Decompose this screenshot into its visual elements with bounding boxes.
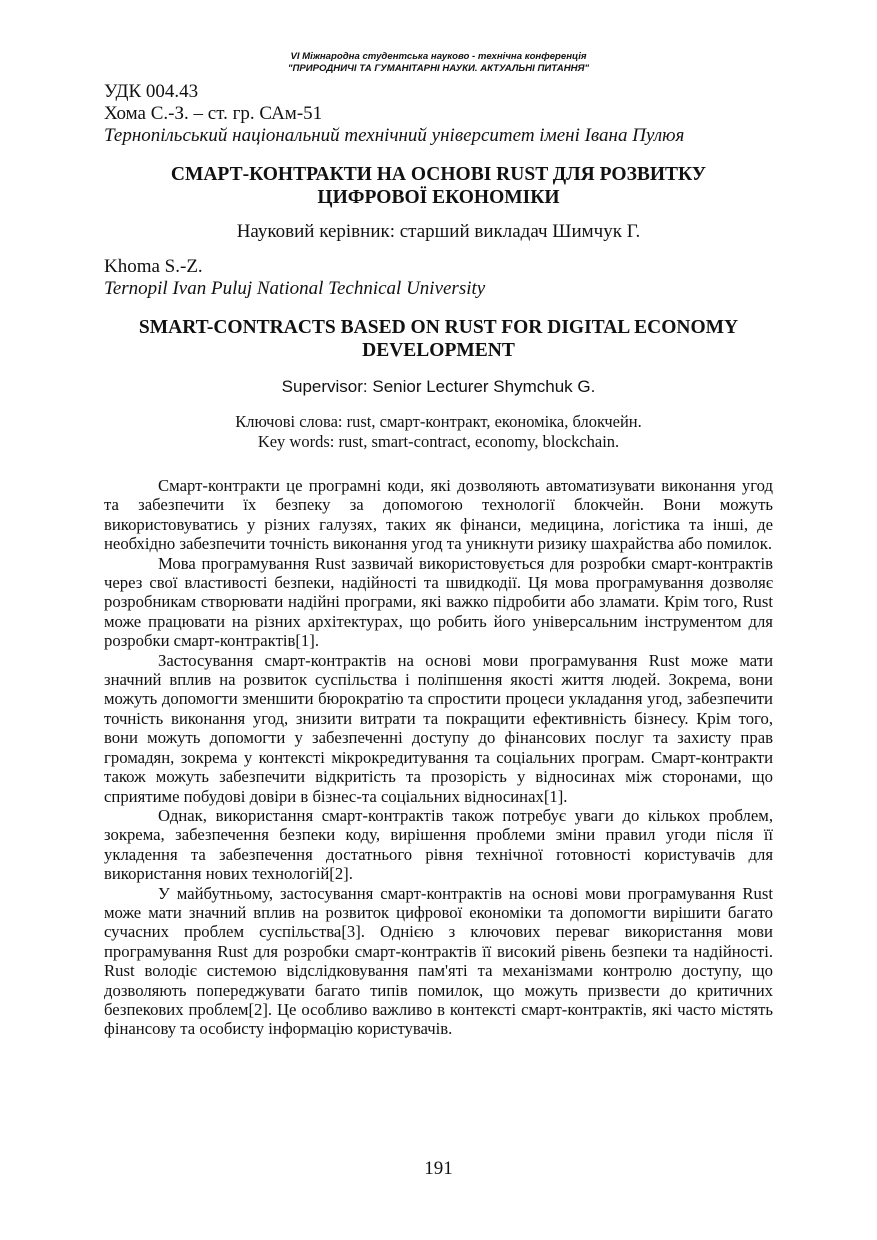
affiliation-en: Ternopil Ivan Puluj National Technical University bbox=[104, 278, 486, 299]
title-en-line-1: SMART-CONTRACTS BASED ON RUST FOR DIGITAL ECONOMY bbox=[138, 317, 739, 338]
affiliation-ua: Тернопільський національний технічний університет імені Івана Пулюя bbox=[104, 125, 685, 146]
author-en: Khoma S.-Z. bbox=[104, 256, 203, 277]
author-ua: Хома С.-З. – ст. гр. САм-51 bbox=[104, 103, 323, 124]
title-ua-line-2: ЦИФРОВОЇ ЕКОНОМІКИ bbox=[317, 187, 560, 208]
paragraph-1: Смарт-контракти це програмні коди, які дозволяють автоматизувати виконання угод та забезпечити їх безпеку за допомогою технології блокчейн. Вони можуть використовуватись у різних галузях, таких як фінанси, медицина, логістика та інші, де необхідно забезпечити точність виконання угод та уникнути ризику шахрайства або помилок. bbox=[104, 476, 773, 554]
title-ua bbox=[104, 163, 773, 209]
conference-line-2: "ПРИРОДНИЧІ ТА ГУМАНІТАРНІ НАУКИ. АКТУАЛЬНІ ПИТАННЯ" bbox=[287, 63, 590, 74]
title-en bbox=[104, 316, 773, 362]
title-ua-line-1: СМАРТ-КОНТРАКТИ НА ОСНОВІ RUST ДЛЯ РОЗВИТКУ bbox=[170, 164, 707, 185]
page-number: 191 bbox=[424, 1158, 453, 1179]
paragraph-3: Застосування смарт-контрактів на основі мови програмування Rust може мати значний вплив на розвиток суспільства і поліпшення якості життя людей. Зокрема, вони можуть допомогти зменшити бюрократію та спростити процеси укладання угод, забезпечити точність виконання угод, знизити витрати та покращити ефективність бізнесу. Крім того, вони можуть допомогти у забезпеченні доступу до фінансових послуг та захисту прав громадян, зокрема у контексті мікрокредитування та соціальних програм. Смарт-контракти також можуть забезпечити відкритість та прозорість у відносинах між сторонами, що сприятиме побудові довіри в бізнес-та соціальних відносинах[1]. bbox=[104, 650, 773, 806]
keywords-ua: Ключові слова: rust, смарт-контракт, економіка, блокчейн. bbox=[235, 412, 642, 431]
title-en-line-2: DEVELOPMENT bbox=[362, 340, 515, 361]
conference-line-1: VI Міжнародна студентська науково - технічна конференція bbox=[290, 51, 587, 62]
supervisor-en: Supervisor: Senior Lecturer Shymchuk G. bbox=[281, 377, 596, 396]
keywords-en: Key words: rust, smart-contract, economy, blockchain. bbox=[257, 432, 620, 451]
udk-code: УДК 004.43 bbox=[104, 81, 199, 102]
paragraph-5: У майбутньому, застосування смарт-контрактів на основі мови програмування Rust може мати значний вплив на розвиток цифрової економіки та допомогти вирішити багато сучасних проблем суспільства[3]. Однією з ключових переваг використання мови програмування Rust для розробки смарт-контрактів її високий рівень безпеки та надійності. Rust володіє системою відслідковування пам'яті та механізмами контролю доступу, що дозволяють попереджувати багато типів помилок, що можуть призвести до критичних безпекових проблем[2]. Це особливо важливо в контексті смарт-контрактів, які часто містять фінансову та особисту інформацію користувачів. bbox=[104, 883, 773, 1039]
supervisor-ua: Науковий керівник: старший викладач Шимчук Г. bbox=[236, 221, 641, 242]
paragraph-2: Мова програмування Rust зазвичай використовується для розробки смарт-контрактів через свої властивості безпеки, надійності та швидкодії. Ця мова програмування дозволяє розробникам створювати надійні програми, які важко підробити або зламати. Крім того, Rust може працювати на різних архітектурах, що робить його універсальним інструментом для розробки смарт-контрактів[1]. bbox=[104, 553, 773, 651]
body-text bbox=[104, 476, 773, 1039]
keywords-block bbox=[104, 412, 773, 452]
paragraph-4: Однак, використання смарт-контрактів також потребує уваги до кількох проблем, зокрема, забезпечення безпеки коду, вирішення проблеми зміни правил угоди після її укладення та забезпечення достатнього рівня технічної готовності користувачів для використання нових технологій[2]. bbox=[104, 805, 773, 884]
conference-header bbox=[104, 0, 773, 75]
